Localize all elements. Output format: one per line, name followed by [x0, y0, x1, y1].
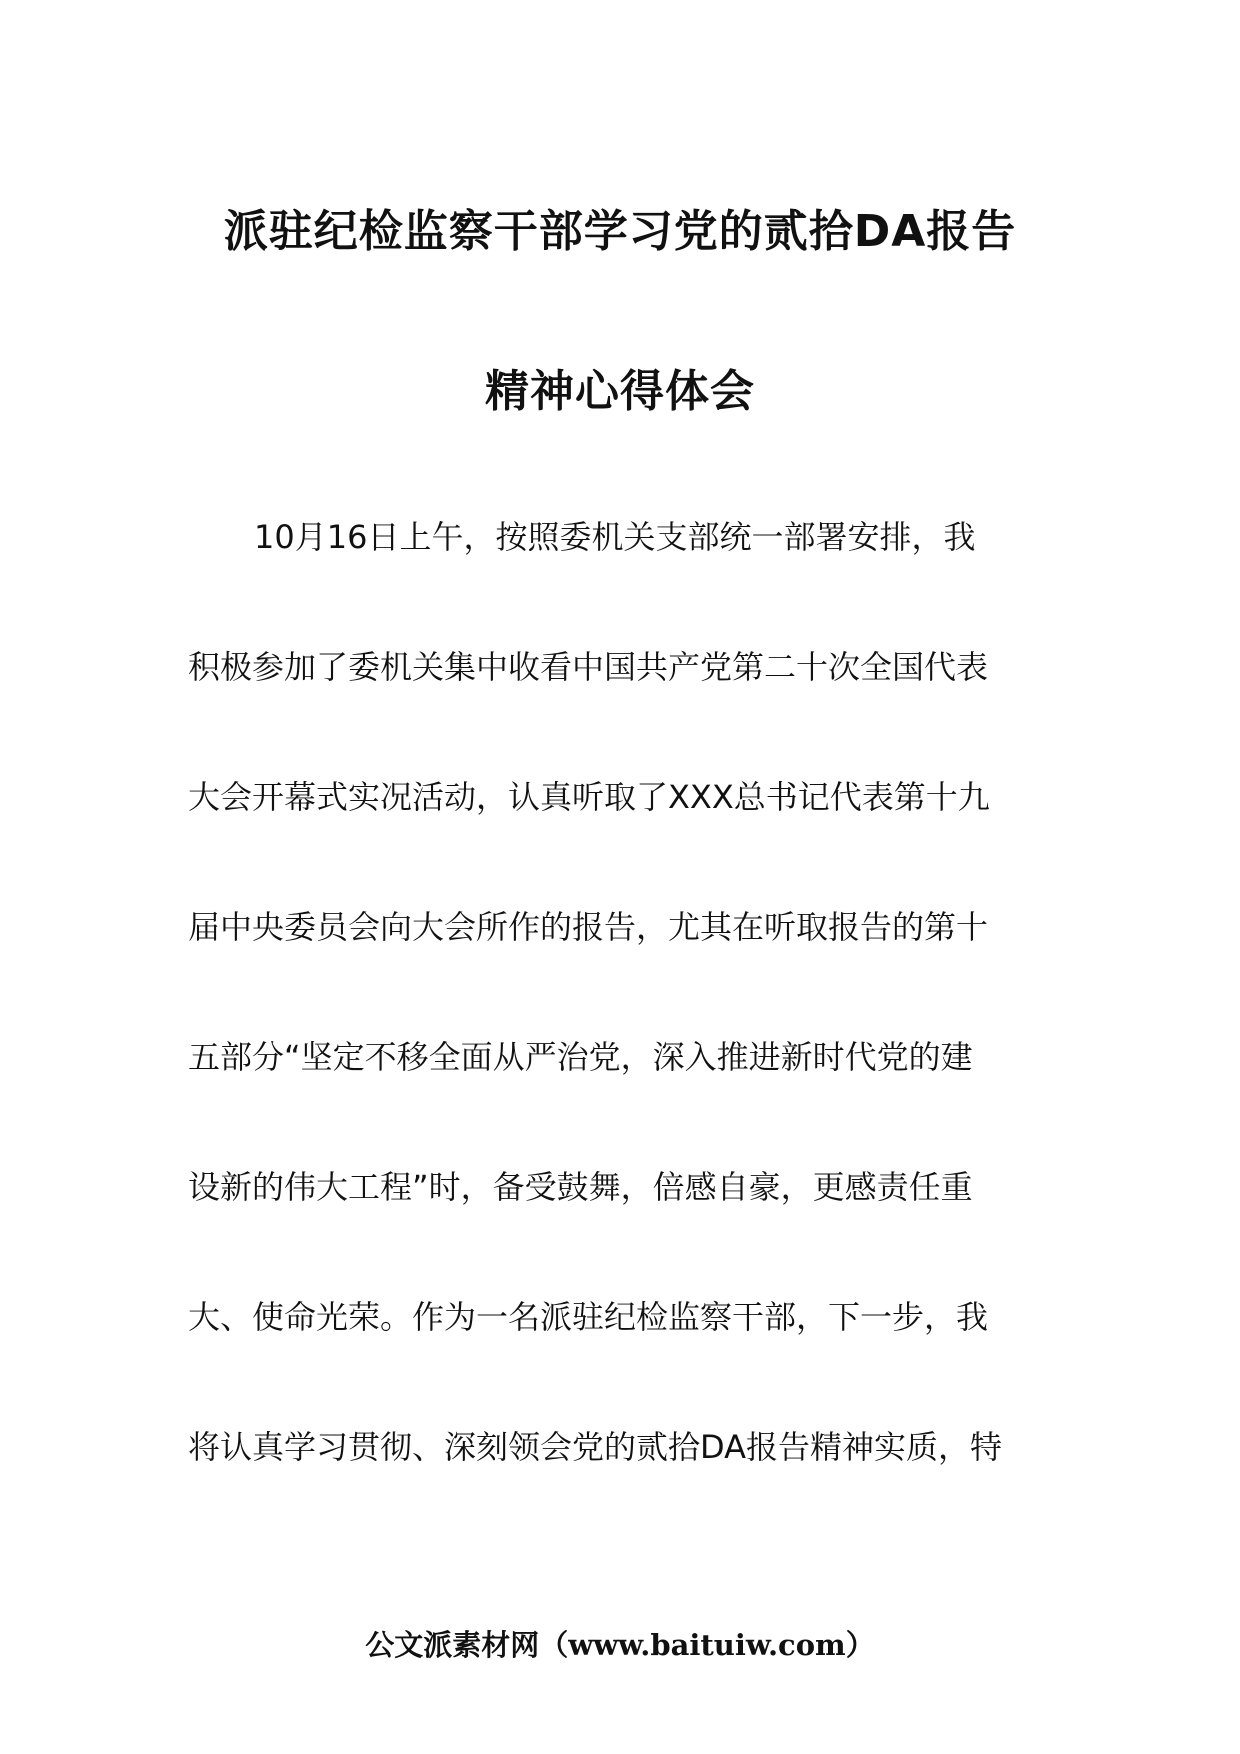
- document-title-line-1: 派驻纪检监察干部学习党的贰拾DA报告: [223, 206, 1017, 257]
- body-line-4: 届中央委员会向大会所作的报告，尤其在听取报告的第十: [188, 908, 989, 946]
- body-line-1: 10月16日上午，按照委机关支部统一部署安排，我: [254, 518, 976, 556]
- body-line-8: 将认真学习贯彻、深刻领会党的贰拾DA报告精神实质，特: [188, 1428, 1002, 1466]
- body-line-5: 五部分“坚定不移全面从严治党，深入推进新时代党的建: [188, 1038, 973, 1076]
- body-line-7: 大、使命光荣。作为一名派驻纪检监察干部，下一步，我: [188, 1298, 989, 1336]
- body-line-2: 积极参加了委机关集中收看中国共产党第二十次全国代表: [188, 648, 989, 686]
- body-line-6: 设新的伟大工程”时，备受鼓舞，倍感自豪，更感责任重: [188, 1168, 973, 1206]
- body-line-3: 大会开幕式实况活动，认真听取了XXX总书记代表第十九: [188, 778, 990, 816]
- footer-source: 公文派素材网（www.baituiw.com）: [365, 1628, 875, 1662]
- document-title-line-2: 精神心得体会: [485, 366, 755, 417]
